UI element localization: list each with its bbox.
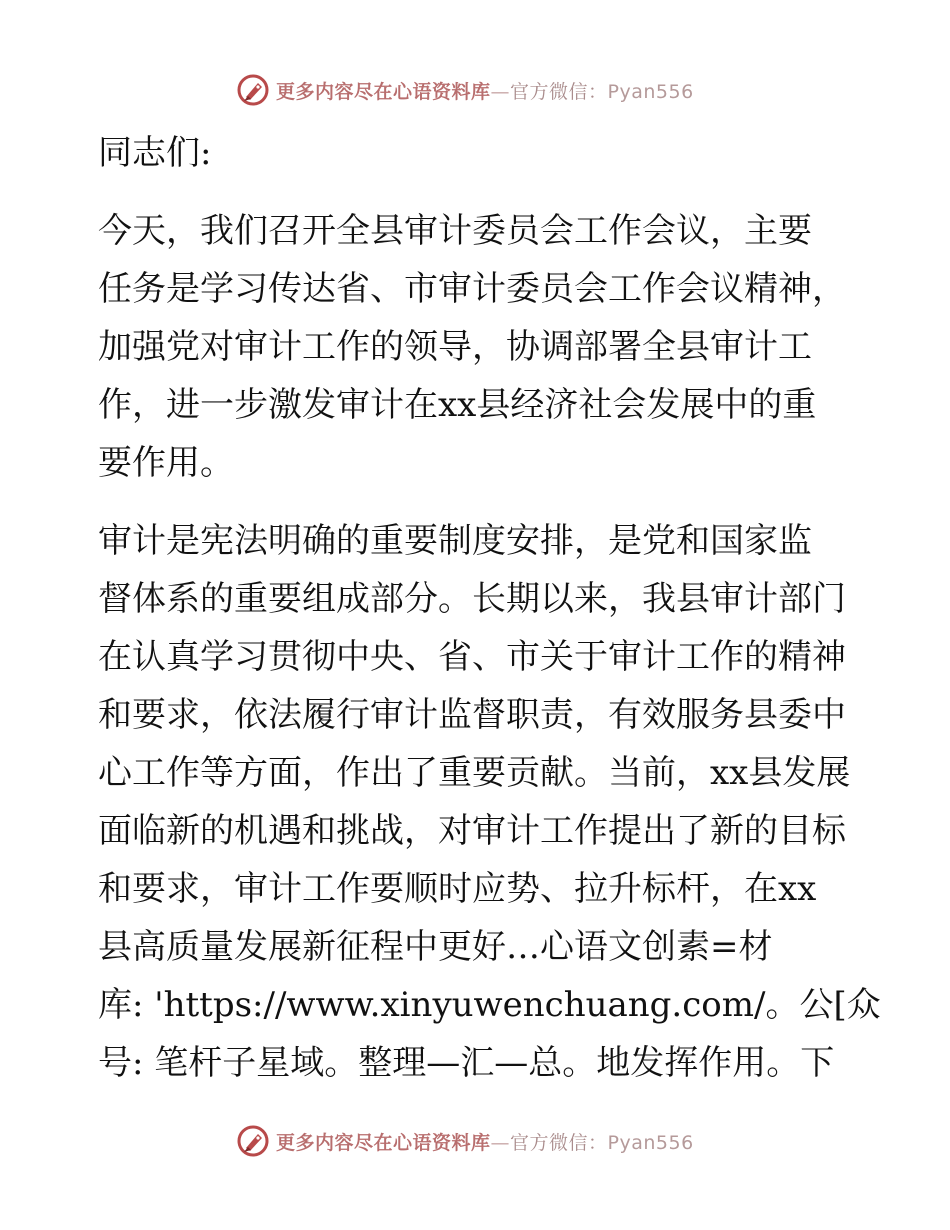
paragraph-line: 县高质量发展新征程中更好…心语文创素=材 xyxy=(98,927,773,967)
banner-wechat-id: Pyan556 xyxy=(607,1131,694,1154)
paragraph-line: 和要求，审计工作要顺时应势、拉升标杆，在xx xyxy=(98,869,817,909)
paragraph-line: 号: 笔杆子星域。整理—汇—总。地发挥作用。下 xyxy=(98,1043,835,1083)
paragraph-line: 督体系的重要组成部分。长期以来，我县审计部门 xyxy=(98,579,846,619)
header-banner xyxy=(236,73,694,107)
paragraph-line: 心工作等方面，作出了重要贡献。当前，xx县发展 xyxy=(98,753,851,793)
paragraph-line: 要作用。 xyxy=(98,443,234,483)
banner-wechat-id: Pyan556 xyxy=(607,80,694,103)
banner-dash: — xyxy=(490,1131,511,1154)
pen-nib-logo-icon xyxy=(236,1124,270,1158)
banner-brand: 更多内容尽在心语资料库 xyxy=(276,80,491,103)
banner-wechat-label: 官方微信： xyxy=(510,1131,608,1154)
paragraph-line: 在认真学习贯彻中央、省、市关于审计工作的精神 xyxy=(98,637,846,677)
paragraph-line: 加强党对审计工作的领导，协调部署全县审计工 xyxy=(98,327,812,367)
banner-brand: 更多内容尽在心语资料库 xyxy=(276,1131,491,1154)
banner-wechat-label: 官方微信： xyxy=(510,80,608,103)
banner-text xyxy=(276,1128,694,1155)
paragraph-line: 库: 'https://www.xinyuwenchuang.com/。公[众 xyxy=(98,985,881,1025)
pen-nib-logo-icon xyxy=(236,73,270,107)
salutation: 同志们: xyxy=(98,133,212,173)
banner-dash: — xyxy=(490,80,511,103)
paragraph-line: 和要求，依法履行审计监督职责，有效服务县委中 xyxy=(98,695,846,735)
paragraph-line: 面临新的机遇和挑战，对审计工作提出了新的目标 xyxy=(98,811,846,851)
document-body xyxy=(98,124,881,1092)
paragraph-line: 作，进一步激发审计在xx县经济社会发展中的重 xyxy=(98,385,817,425)
paragraph-line: 任务是学习传达省、市审计委员会工作会议精神， xyxy=(98,269,846,309)
paragraph-1 xyxy=(98,202,868,492)
paragraph-line: 审计是宪法明确的重要制度安排，是党和国家监 xyxy=(98,521,812,561)
paragraph-line: 今天，我们召开全县审计委员会工作会议，主要 xyxy=(98,211,812,251)
footer-banner xyxy=(236,1124,694,1158)
banner-text xyxy=(276,77,694,104)
paragraph-2 xyxy=(98,512,881,1092)
